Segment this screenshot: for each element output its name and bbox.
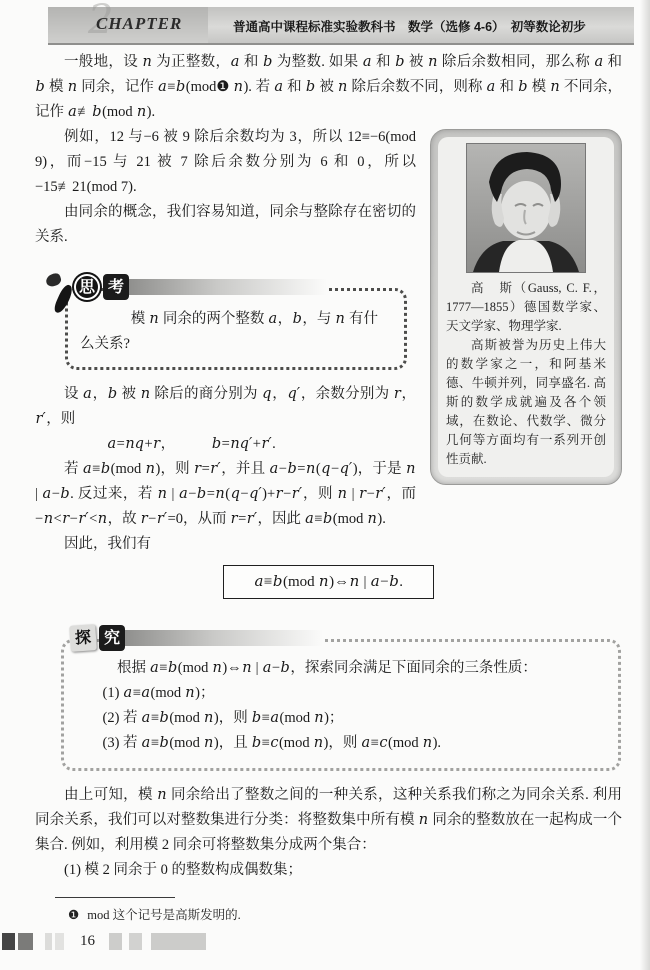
gauss-card-text bbox=[446, 279, 606, 469]
footer-bar bbox=[151, 933, 206, 950]
division-equations: a=nq+r， b=nq′+r′. bbox=[107, 436, 276, 452]
explore-badge-char2: 究 bbox=[99, 625, 125, 651]
page-number: 16 bbox=[80, 933, 95, 949]
explore-box bbox=[61, 628, 621, 771]
think-badge-char1: 思 bbox=[74, 274, 100, 300]
congruence-theorem-box: a≡b(mod n)⇔n | a−b. bbox=[223, 565, 434, 599]
footer-bar bbox=[129, 933, 142, 950]
brush-stroke-icon bbox=[52, 283, 74, 315]
think-badge-char2: 考 bbox=[103, 274, 129, 300]
page-body bbox=[35, 50, 622, 883]
footer-bar bbox=[18, 933, 33, 950]
closing-item-1: (1) 模 2 同余于 0 的整数构成偶数集； bbox=[64, 862, 303, 878]
setup-paragraph: 设 a，b 被 n 除后的商分别为 q，q′，余数分别为 r，r′，则 bbox=[35, 386, 417, 427]
book-title: 普通高中课程标准实验教科书 数学（选修 4-6） 初等数论初步 bbox=[233, 20, 586, 34]
think-question: 模 n 同余的两个整数 a，b，与 n 有什么关系? bbox=[80, 311, 379, 352]
footer-bar bbox=[55, 933, 64, 950]
ink-splash-icon bbox=[45, 272, 63, 288]
lead-in-text: 因此，我们有 bbox=[64, 536, 151, 552]
footnote bbox=[68, 905, 241, 923]
page-header bbox=[48, 0, 634, 45]
footer-bar bbox=[2, 933, 15, 950]
explore-property-3: (3) 若 a≡b(mod n)，且 b≡c(mod n)，则 a≡c(mod n). bbox=[102, 735, 442, 751]
footnote-text: mod 这个记号是高斯发明的. bbox=[87, 908, 241, 922]
badge-gradient-bar bbox=[123, 630, 323, 646]
badge-gradient-bar bbox=[127, 279, 327, 295]
explore-badge bbox=[70, 625, 323, 651]
gauss-portrait-image bbox=[466, 143, 586, 273]
gauss-biography-card bbox=[430, 129, 622, 485]
chapter-label: CHAPTER bbox=[96, 14, 183, 33]
footer-decoration bbox=[0, 933, 206, 950]
gauss-bio: 高斯被誉为历史上伟大的数学家之一，和阿基米德、牛顿并列，同享盛名. 高斯的数学成就遍及各个领域，在数论、代数学、微分几何等方面均有一系列开创性贡献. bbox=[446, 338, 606, 466]
explore-property-2: (2) 若 a≡b(mod n)，则 b≡a(mod n)； bbox=[102, 710, 344, 726]
formula-row bbox=[35, 565, 622, 599]
gauss-card-inner bbox=[438, 137, 614, 477]
proof-paragraph: 若 a≡b(mod n)，则 r=r′，并且 a−b=n(q−q′)，于是 n | a−b. 反过来，若 n | a−b=n(q−q′)+r−r′，则 n | r−r′，而−n<r−r′<n，故 r−r′=0，从而 r=r′，因此 a≡b(mod n). bbox=[35, 461, 417, 527]
footnote-divider bbox=[55, 897, 175, 898]
footer-bar bbox=[45, 933, 52, 950]
relation-paragraph: 由同余的概念，我们容易知道，同余与整除存在密切的关系. bbox=[35, 204, 416, 245]
explore-intro: 根据 a≡b(mod n)⇔n | a−b，探索同余满足下面同余的三条性质： bbox=[117, 660, 537, 676]
think-badge bbox=[74, 274, 327, 300]
think-box bbox=[65, 278, 407, 370]
explore-property-1: (1) a≡a(mod n)； bbox=[102, 685, 215, 701]
example-paragraph: 例如，12 与−6 被 9 除后余数均为 3，所以 12≡−6(mod 9)，而−15 与 21 被 7 除后余数分别为 6 和 0，所以−15≢21(mod 7). bbox=[35, 129, 416, 195]
closing-paragraph: 由上可知，模 n 同余给出了整数之间的一种关系，这种关系我们称之为同余关系. 利用同余关系，我们可以对整数集进行分类：将整数集中所有模 n 同余的整数放在一起构成一个集合. 例如，利用模 2 同余可将整数集分成两个集合： bbox=[35, 787, 623, 853]
gauss-caption: 高 斯（Gauss, C. F.，1777—1855）德国数学家、天文学家、物理学家. bbox=[446, 281, 606, 333]
footer-bar bbox=[109, 933, 122, 950]
footnote-marker-icon: ❶ bbox=[68, 908, 80, 922]
explore-badge-char1: 探 bbox=[69, 624, 97, 652]
intro-paragraph: 一般地，设 n 为正整数，a 和 b 为整数. 如果 a 和 b 被 n 除后余数相同，那么称 a 和 b 模 n 同余，记作 a≡b(mod❶ n). 若 a 和 b 被 n 除后余数不同，则称 a 和 b 模 n 不同余，记作 a≢b(mod n). bbox=[35, 54, 623, 120]
chapter-number-ghost: 2 bbox=[88, 0, 114, 43]
